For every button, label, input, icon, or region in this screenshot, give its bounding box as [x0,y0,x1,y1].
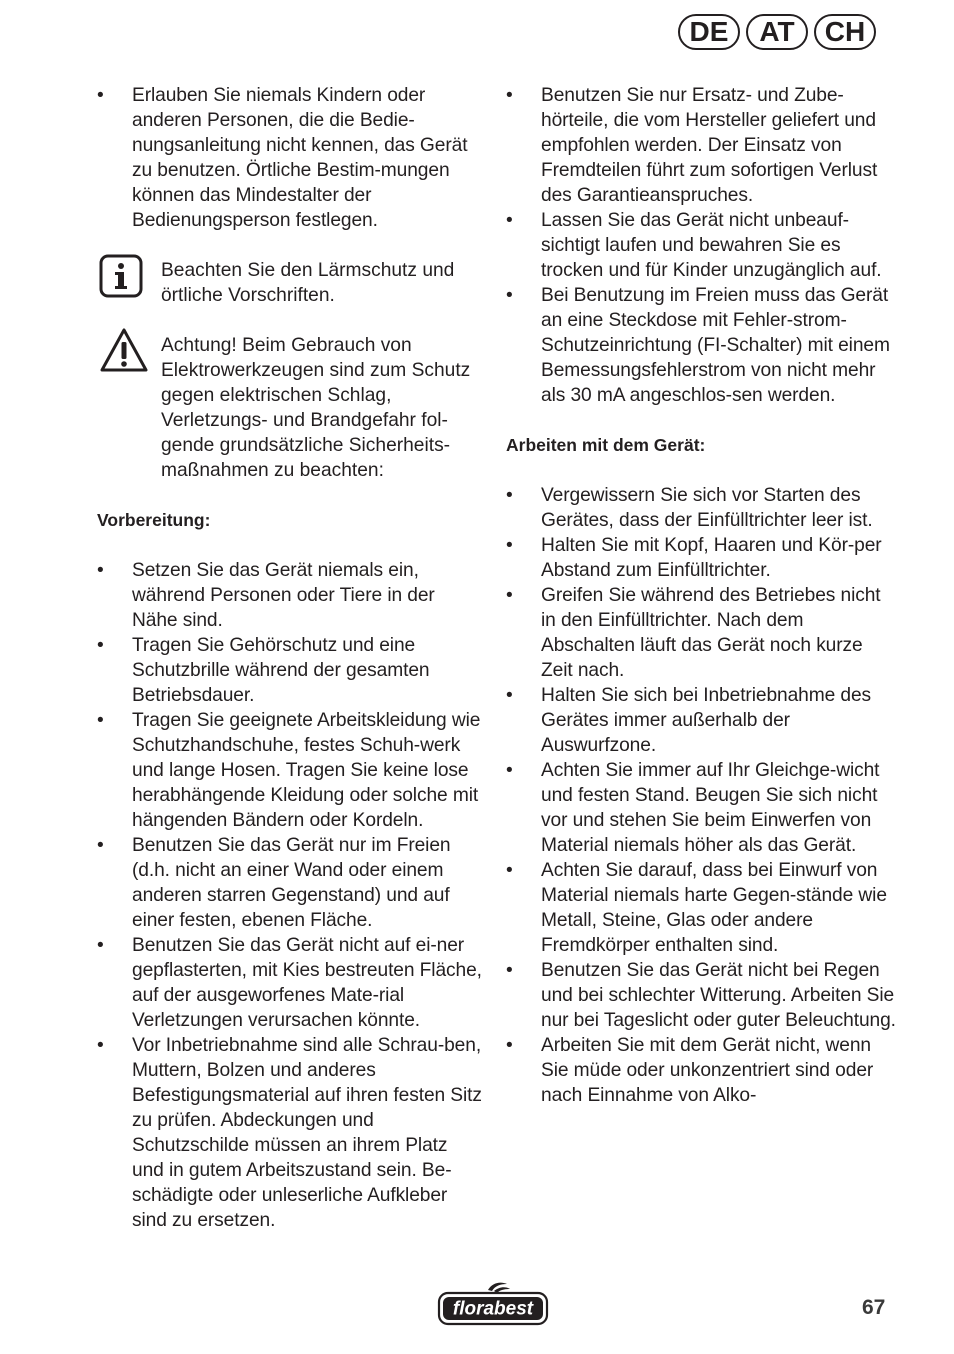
right-main-list [506,483,896,1108]
list-item: • Vor Inbetriebnahme sind alle Schrau-ben, Muttern, Bolzen und anderes Befestigungsmaterial auf ihren festen Sitz zu prüfen. Abdeckungen und Schutzschilde müssen an ihrem Platz und in gutem Arbeitszustand sein. Be-schädigte oder unleserliche Aufkleber sind zu ersetzen. [97,1035,482,1231]
list-item: • Halten Sie sich bei Inbetriebnahme des Gerätes immer außerhalb der Auswurfzone. [506,685,872,756]
list-item: • Benutzen Sie nur Ersatz- und Zube-hörteile, die vom Hersteller geliefert und empfohlen werden. Der Einsatz von Fremdteilen führt zum sofortigen Verlust des Garantieanspruches. [506,85,878,206]
list-item: • Tragen Sie Gehörschutz und eine Schutzbrille während der gesamten Betriebsdauer. [97,635,430,706]
info-icon [99,254,143,305]
badge-de: DE [678,14,740,50]
list-item: • Benutzen Sie das Gerät nicht auf ei-ner gepflasterten, mit Kies bestreuten Fläche, auf der ausgeworfenes Mate-rial Verletzungen verursachen könnte. [97,935,482,1031]
list-item: • Benutzen Sie das Gerät nur im Freien (d.h. nicht an einer Wand oder einem anderen starren Gegenstand) und auf einer festen, ebenen Fläche. [97,835,451,931]
list-item: • Achten Sie darauf, dass bei Einwurf von Material niemals harte Gegen-stände wie Metall, Steine, Glas oder andere Fremdkörper enthalten sind. [506,860,887,956]
svg-text:florabest: florabest [452,1298,534,1320]
badge-at: AT [746,14,808,50]
section-heading-arbeiten: Arbeiten mit dem Gerät: [506,435,706,455]
list-item: • Halten Sie mit Kopf, Haaren und Kör-per Abstand zum Einfülltrichter. [506,535,882,581]
warning-note: Achtung! Beim Gebrauch von Elektrowerkzeugen sind zum Schutz gegen elektrischen Schlag, Verletzungs- und Brandgefahr fol-gende grundsätzliche Sicherheits-maßnahmen zu beachten: [97,333,482,483]
list-item: • Setzen Sie das Gerät niemals ein, während Personen oder Tiere in der Nähe sind. [97,560,435,631]
info-note: Beachten Sie den Lärmschutz und örtliche Vorschriften. [97,258,482,308]
right-intro-list [506,83,896,408]
list-item: • Achten Sie immer auf Ihr Gleichge-wicht und festen Stand. Beugen Sie sich nicht vor und stehen Sie beim Einwerfen von Material niemals höher als das Gerät. [506,760,880,856]
list-item: • Benutzen Sie das Gerät nicht bei Regen und bei schlechter Witterung. Arbeiten Sie nur bei Tageslicht oder guter Beleuchtung. [506,960,896,1031]
list-item: • Greifen Sie während des Betriebes nicht in den Einfülltrichter. Nach dem Abschalten läuft das Gerät noch kurze Zeit nach. [506,585,881,681]
left-intro-list [97,83,482,233]
page-number: 67 [862,1296,886,1319]
right-column [506,83,896,1108]
left-main-list [97,558,482,1233]
list-item: • Vergewissern Sie sich vor Starten des Gerätes, dass der Einfülltrichter leer ist. [506,485,873,531]
country-badges [678,14,876,50]
warning-triangle-icon [99,327,149,380]
list-item: • Lassen Sie das Gerät nicht unbeauf-sichtigt laufen und bewahren Sie es trocken und für Kinder unzugänglich auf. [506,210,882,281]
florabest-logo [436,1280,550,1333]
left-column [97,83,482,1233]
list-item: • Bei Benutzung im Freien muss das Gerät an eine Steckdose mit Fehler-strom-Schutzeinrichtung (FI-Schalter) mit einem Bemessungsfehlerstrom von nicht mehr als 30 mA angeschlos-sen werden. [506,285,890,406]
list-item: • Arbeiten Sie mit dem Gerät nicht, wenn Sie müde oder unkonzentriert sind oder nach Einnahme von Alko- [506,1035,874,1106]
badge-ch: CH [814,14,876,50]
list-item: • Erlauben Sie niemals Kindern oder anderen Personen, die die Bedie-nungsanleitung nicht kennen, das Gerät zu benutzen. Örtliche Bestim-mungen können das Mindestalter der Bedienungsperson festlegen. [97,85,468,231]
section-heading-vorbereitung: Vorbereitung: [97,510,211,530]
list-item: • Tragen Sie geeignete Arbeitskleidung wie Schutzhandschuhe, festes Schuh-werk und lange Hosen. Tragen Sie keine lose herabhängende Kleidung oder solche mit hängenden Bändern oder Kordeln. [97,710,481,831]
